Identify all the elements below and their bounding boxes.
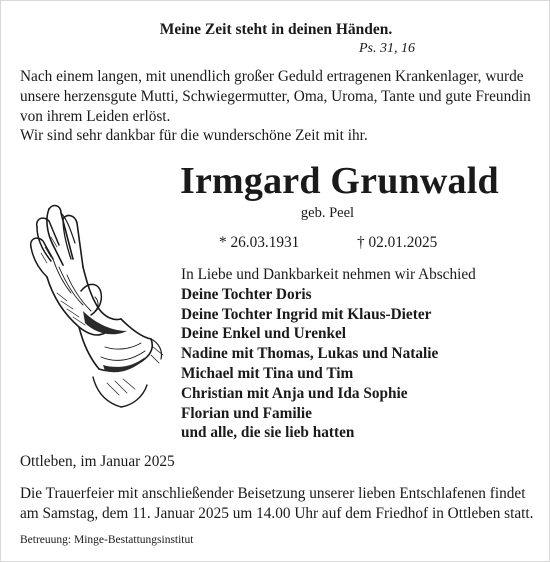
mourner-line: und alle, die sie lieb hatten xyxy=(181,424,355,442)
mourner-line: Deine Tochter Doris xyxy=(181,285,312,303)
intro-line: Wir sind sehr dankbar für die wunderschöne Zeit mit ihr. xyxy=(20,127,368,145)
mourner-line: Deine Tochter Ingrid mit Klaus-Dieter xyxy=(181,305,432,323)
mourner-line: Florian und Familie xyxy=(181,404,312,422)
maiden-name: geb. Peel xyxy=(300,205,355,221)
motto-text: Meine Zeit steht in deinen Händen. xyxy=(159,21,393,38)
mourners-intro: In Liebe und Dankbarkeit nehmen wir Abschied xyxy=(181,266,476,283)
funeral-info xyxy=(20,484,540,524)
praying-hands-icon xyxy=(23,197,171,415)
birth-date: * 26.03.1931 xyxy=(219,234,300,251)
funeral-line: Die Trauerfeier mit anschließender Beisetzung unserer lieben Entschlafenen findet xyxy=(20,485,526,502)
mourner-line: Nadine mit Thomas, Lukas und Natalie xyxy=(181,345,439,363)
mourner-line: Christian mit Anja und Ida Sophie xyxy=(181,384,408,402)
intro-line: Nach einem langen, mit unendlich großer Geduld ertragenen Krankenlager, wurde xyxy=(20,68,524,85)
mourner-line: Deine Enkel und Urenkel xyxy=(181,325,347,343)
mourner-line: Michael mit Tina und Tim xyxy=(181,364,354,382)
mourners-block xyxy=(181,265,476,443)
funeral-line: am Samstag, dem 11. Januar 2025 um 14.00 Uhr auf dem Friedhof in Ottleben statt. xyxy=(20,505,534,522)
undertaker-credit: Betreuung: Minge-Bestattungsinstitut xyxy=(20,534,194,546)
intro-text xyxy=(20,67,540,146)
motto-reference: Ps. 31, 16 xyxy=(359,41,415,56)
intro-line: unsere herzensgute Mutti, Schwiegermutter, Oma, Uroma, Tante und gute Freundin xyxy=(20,87,531,105)
deceased-name: Irmgard Grunwald xyxy=(180,160,499,202)
intro-line: von ihrem Leiden erlöst. xyxy=(20,107,171,125)
death-date: † 02.01.2025 xyxy=(357,234,438,251)
place-date: Ottleben, im Januar 2025 xyxy=(20,453,175,470)
